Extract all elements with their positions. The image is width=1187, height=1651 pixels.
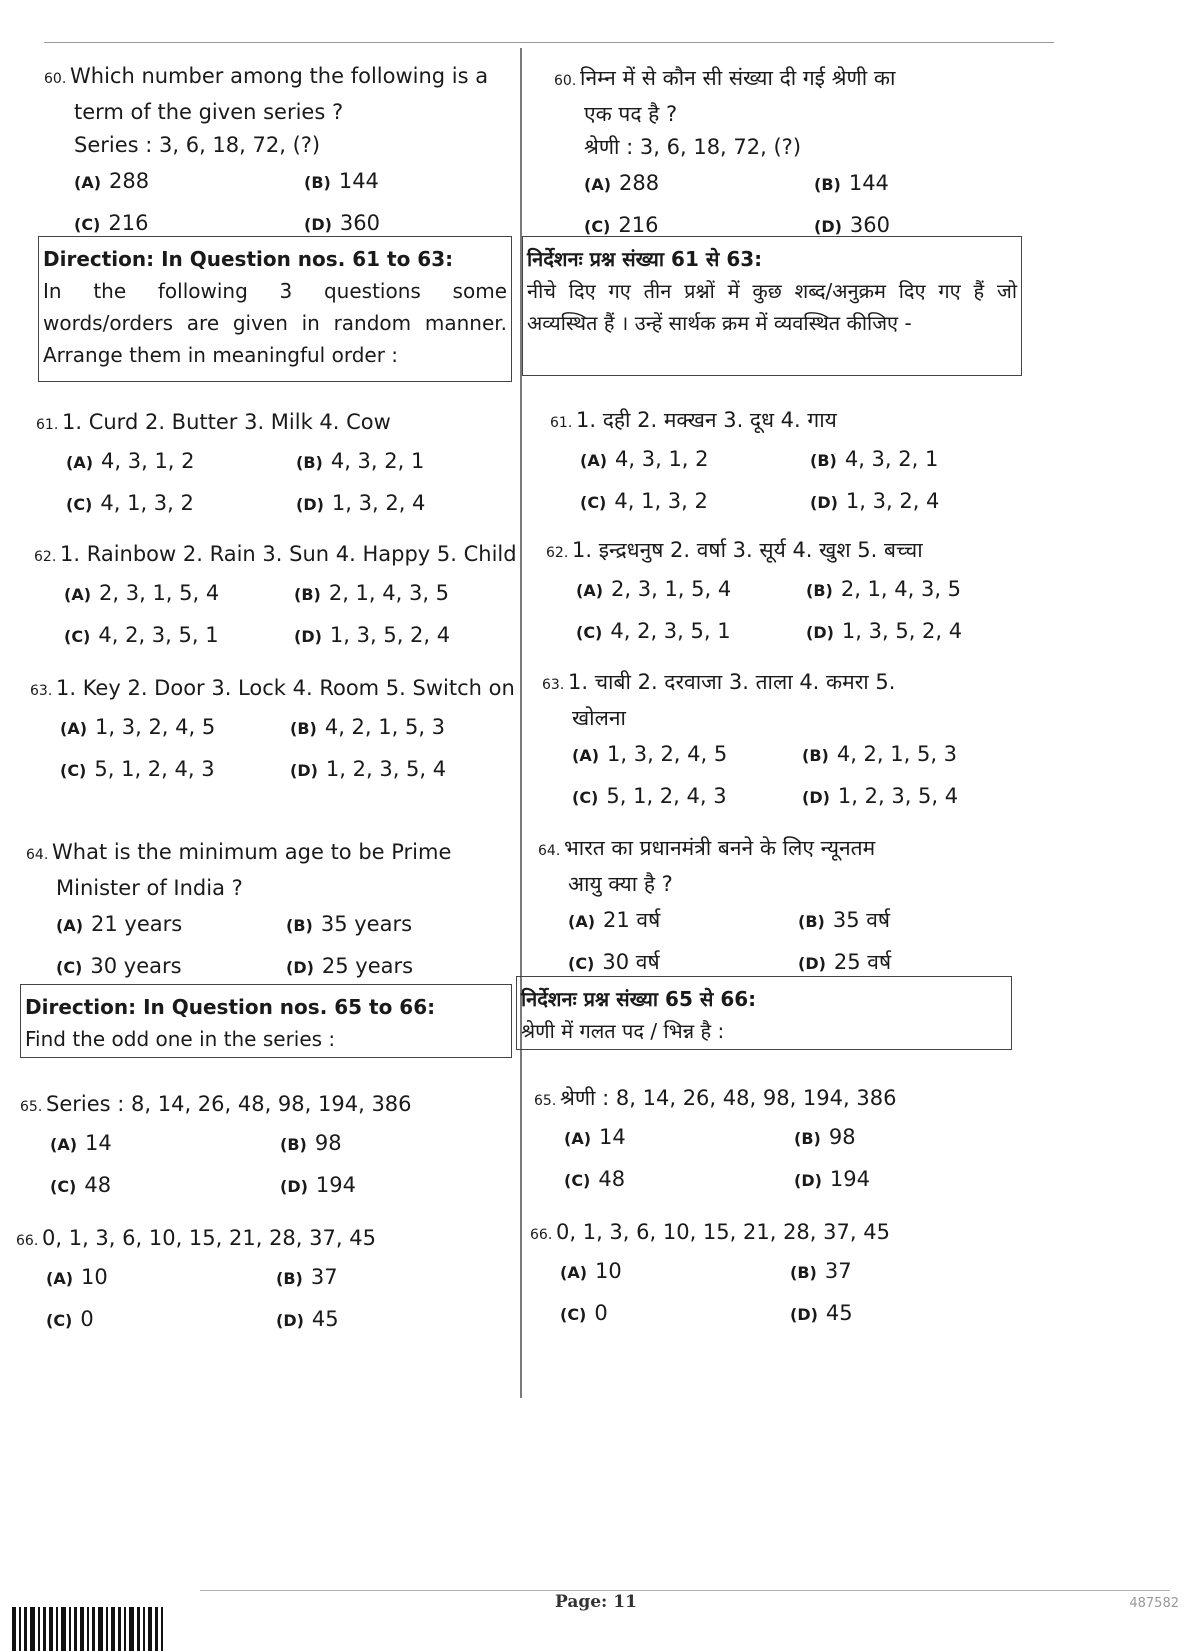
option-c: (C) 0	[46, 1307, 94, 1331]
option-a: (A) 1, 3, 2, 4, 5	[60, 715, 216, 739]
option-b: (B) 37	[276, 1265, 338, 1289]
option-b: (B) 4, 3, 2, 1	[810, 447, 939, 471]
option-d: (D) 25 years	[286, 954, 414, 978]
option-d: (D) 194	[794, 1167, 870, 1191]
option-a: (A) 21 वर्ष	[568, 908, 661, 932]
option-d: (D) 45	[276, 1307, 339, 1331]
option-a: (A) 4, 3, 1, 2	[66, 449, 195, 473]
option-c: (C) 4, 2, 3, 5, 1	[576, 619, 731, 643]
option-c: (C) 216	[584, 213, 659, 237]
page-code: 487582	[1129, 1596, 1179, 1611]
option-c: (C) 5, 1, 2, 4, 3	[572, 784, 727, 808]
question-62-en	[34, 538, 517, 654]
footer-rule	[200, 1590, 1170, 1591]
option-b: (B) 98	[794, 1125, 856, 1149]
question-number: 66.	[530, 1227, 553, 1243]
option-c: (C) 48	[50, 1173, 112, 1197]
option-b: (B) 144	[304, 169, 379, 193]
option-b: (B) 4, 3, 2, 1	[296, 449, 425, 473]
option-c: (C) 4, 1, 3, 2	[580, 489, 708, 513]
question-61-en	[36, 406, 506, 522]
option-b: (B) 144	[814, 171, 889, 195]
question-number: 64.	[26, 847, 49, 863]
direction-title: Direction: In Question nos. 61 to 63:	[43, 247, 454, 271]
option-c: (C) 216	[74, 211, 149, 235]
question-65-en	[20, 1088, 514, 1204]
option-a: (A) 14	[564, 1125, 626, 1149]
barcode	[12, 1600, 217, 1651]
question-63-hi	[542, 666, 1070, 815]
question-64-hi	[538, 832, 1070, 981]
question-text-line: खोलना	[572, 706, 626, 730]
page-number: Page: 11	[555, 1592, 637, 1612]
question-61-hi	[550, 404, 1070, 520]
option-d: (D) 1, 3, 2, 4	[810, 489, 940, 513]
question-number: 65.	[534, 1093, 557, 1109]
question-text-line: What is the minimum age to be Prime	[52, 840, 452, 864]
question-66-hi	[530, 1216, 1070, 1332]
option-b: (B) 4, 2, 1, 5, 3	[290, 715, 446, 739]
option-a: (A) 288	[584, 171, 660, 195]
question-text-line: Which number among the following is a	[70, 64, 489, 88]
option-a: (A) 14	[50, 1131, 112, 1155]
option-a: (A) 1, 3, 2, 4, 5	[572, 742, 728, 766]
question-number: 62.	[546, 545, 569, 561]
option-d: (D) 25 वर्ष	[798, 950, 892, 974]
question-text-line: 1. दही 2. मक्खन 3. दूध 4. गाय	[576, 408, 837, 432]
question-text-line: 0, 1, 3, 6, 10, 15, 21, 28, 37, 45	[556, 1220, 890, 1244]
question-number: 64.	[538, 843, 561, 859]
question-63-en	[30, 672, 514, 788]
question-number: 63.	[542, 677, 565, 693]
question-62-hi	[546, 534, 1070, 650]
option-d: (D) 360	[304, 211, 380, 235]
direction-box-65-66-en	[20, 984, 512, 1058]
option-b: (B) 2, 1, 4, 3, 5	[294, 581, 450, 605]
question-text-line: निम्न में से कौन सी संख्या दी गई श्रेणी का	[580, 66, 896, 90]
option-c: (C) 4, 1, 3, 2	[66, 491, 194, 515]
option-a: (A) 21 years	[56, 912, 183, 936]
option-b: (B) 98	[280, 1131, 342, 1155]
option-d: (D) 1, 2, 3, 5, 4	[290, 757, 447, 781]
question-text-line: term of the given series ?	[74, 100, 344, 124]
option-c: (C) 4, 2, 3, 5, 1	[64, 623, 219, 647]
question-text-line: श्रेणी : 8, 14, 26, 48, 98, 194, 386	[560, 1086, 897, 1110]
question-text-line: 1. Key 2. Door 3. Lock 4. Room 5. Switch on	[56, 676, 515, 700]
direction-title: निर्देशनः प्रश्न संख्या 61 से 63:	[527, 247, 763, 271]
question-66-en	[16, 1222, 514, 1338]
option-b: (B) 35 years	[286, 912, 413, 936]
option-b: (B) 4, 2, 1, 5, 3	[802, 742, 958, 766]
question-text-line: Series : 8, 14, 26, 48, 98, 194, 386	[46, 1092, 412, 1116]
question-number: 62.	[34, 549, 57, 565]
option-b: (B) 35 वर्ष	[798, 908, 891, 932]
option-a: (A) 10	[560, 1259, 622, 1283]
question-text-line: 1. इन्द्रधनुष 2. वर्षा 3. सूर्य 4. खुश 5. बच्चा	[572, 538, 923, 562]
direction-box-61-63-hi	[522, 236, 1022, 376]
question-60-hi	[554, 62, 1074, 244]
question-text-line: आयु क्या है ?	[568, 872, 673, 896]
question-number: 66.	[16, 1233, 39, 1249]
question-number: 61.	[550, 415, 573, 431]
direction-body: In the following 3 questions some words/orders are given in random manner. Arrange them in meaningful order :	[43, 279, 507, 367]
option-b: (B) 2, 1, 4, 3, 5	[806, 577, 962, 601]
option-d: (D) 45	[790, 1301, 853, 1325]
question-text-line: 1. Curd 2. Butter 3. Milk 4. Cow	[62, 410, 391, 434]
option-d: (D) 1, 3, 2, 4	[296, 491, 426, 515]
option-c: (C) 30 वर्ष	[568, 950, 660, 974]
option-a: (A) 4, 3, 1, 2	[580, 447, 709, 471]
question-number: 60.	[44, 71, 67, 87]
question-60-en	[44, 60, 514, 242]
direction-box-61-63-en	[38, 236, 512, 382]
question-text-line: Minister of India ?	[56, 876, 243, 900]
question-text-line: 1. Rainbow 2. Rain 3. Sun 4. Happy 5. Child	[60, 542, 517, 566]
top-rule	[44, 42, 1054, 43]
question-number: 60.	[554, 73, 577, 89]
option-c: (C) 30 years	[56, 954, 182, 978]
option-a: (A) 2, 3, 1, 5, 4	[64, 581, 220, 605]
option-d: (D) 1, 3, 5, 2, 4	[294, 623, 451, 647]
direction-box-65-66-hi	[516, 976, 1012, 1050]
question-text-line: एक पद है ?	[584, 102, 678, 126]
question-text-line: श्रेणी : 3, 6, 18, 72, (?)	[584, 135, 802, 159]
question-text-line: 1. चाबी 2. दरवाजा 3. ताला 4. कमरा 5.	[568, 670, 896, 694]
option-d: (D) 194	[280, 1173, 356, 1197]
option-c: (C) 5, 1, 2, 4, 3	[60, 757, 215, 781]
option-d: (D) 1, 3, 5, 2, 4	[806, 619, 963, 643]
option-d: (D) 1, 2, 3, 5, 4	[802, 784, 959, 808]
option-a: (A) 10	[46, 1265, 108, 1289]
question-number: 63.	[30, 683, 53, 699]
question-64-en	[26, 836, 514, 985]
option-c: (C) 48	[564, 1167, 626, 1191]
direction-body: नीचे दिए गए तीन प्रश्नों में कुछ शब्द/अनुक्रम दिए गए हैं जो अव्यस्थित हैं । उन्हें सार्थक क्रम में व्यवस्थित कीजिए -	[527, 279, 1017, 335]
question-text-line: 0, 1, 3, 6, 10, 15, 21, 28, 37, 45	[42, 1226, 376, 1250]
direction-body: Find the odd one in the series :	[25, 1027, 336, 1051]
direction-title: Direction: In Question nos. 65 to 66:	[25, 995, 436, 1019]
direction-body: श्रेणी में गलत पद / भिन्न है :	[521, 1019, 725, 1043]
question-number: 65.	[20, 1099, 43, 1115]
direction-title: निर्देशनः प्रश्न संख्या 65 से 66:	[521, 987, 757, 1011]
option-a: (A) 2, 3, 1, 5, 4	[576, 577, 732, 601]
option-a: (A) 288	[74, 169, 150, 193]
question-text-line: भारत का प्रधानमंत्री बनने के लिए न्यूनतम	[564, 836, 876, 860]
option-b: (B) 37	[790, 1259, 852, 1283]
option-d: (D) 360	[814, 213, 890, 237]
question-65-hi	[534, 1082, 1070, 1198]
option-c: (C) 0	[560, 1301, 608, 1325]
question-text-line: Series : 3, 6, 18, 72, (?)	[74, 133, 321, 157]
question-number: 61.	[36, 417, 59, 433]
